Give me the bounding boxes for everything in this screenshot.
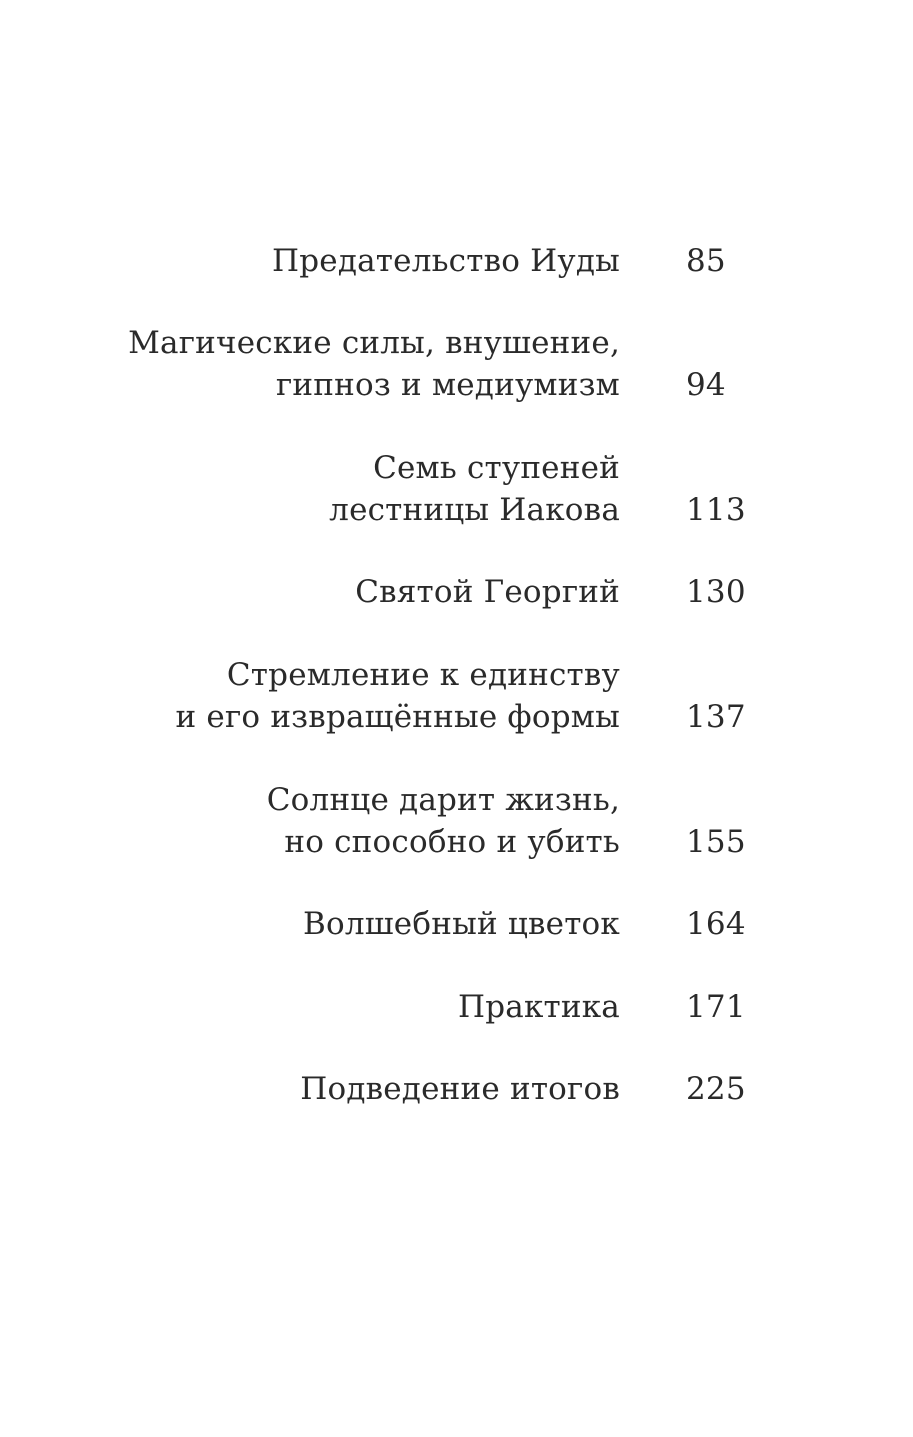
toc-entry-title-line-2: и его извращённые формы <box>175 699 620 735</box>
toc-entry-title-line-2: лестницы Иакова <box>329 492 620 528</box>
toc-entry-page-number: 225 <box>686 1071 746 1107</box>
toc-entry-page-number: 130 <box>686 574 746 610</box>
toc-entry-title-line-2: но способно и убить <box>284 824 620 860</box>
toc-entry-page-number: 85 <box>686 243 726 279</box>
toc-entry-page-number: 137 <box>686 699 746 735</box>
toc-entry-page-number: 171 <box>686 989 746 1025</box>
toc-entry-title-line-1: Солнце дарит жизнь, <box>266 782 620 818</box>
toc-entry-title-line-2: гипноз и медиумизм <box>275 367 620 403</box>
toc-entry-title: Волшебный цветок <box>303 906 620 942</box>
toc-entry-title: Святой Георгий <box>355 574 620 610</box>
toc-entry-title-line-1: Магические силы, внушение, <box>128 325 620 361</box>
toc-entry-page-number: 94 <box>686 367 726 403</box>
toc-entry-title: Подведение итогов <box>300 1071 620 1107</box>
toc-entry-title: Предательство Иуды <box>272 243 620 279</box>
toc-entry-page-number: 155 <box>686 824 746 860</box>
toc-entry-title-line-1: Семь ступеней <box>373 450 620 486</box>
toc-entry-page-number: 164 <box>686 906 746 942</box>
toc-entry-title-line-1: Стремление к единству <box>226 657 620 693</box>
toc-entry-page-number: 113 <box>686 492 746 528</box>
toc-entry-title: Практика <box>457 989 620 1025</box>
